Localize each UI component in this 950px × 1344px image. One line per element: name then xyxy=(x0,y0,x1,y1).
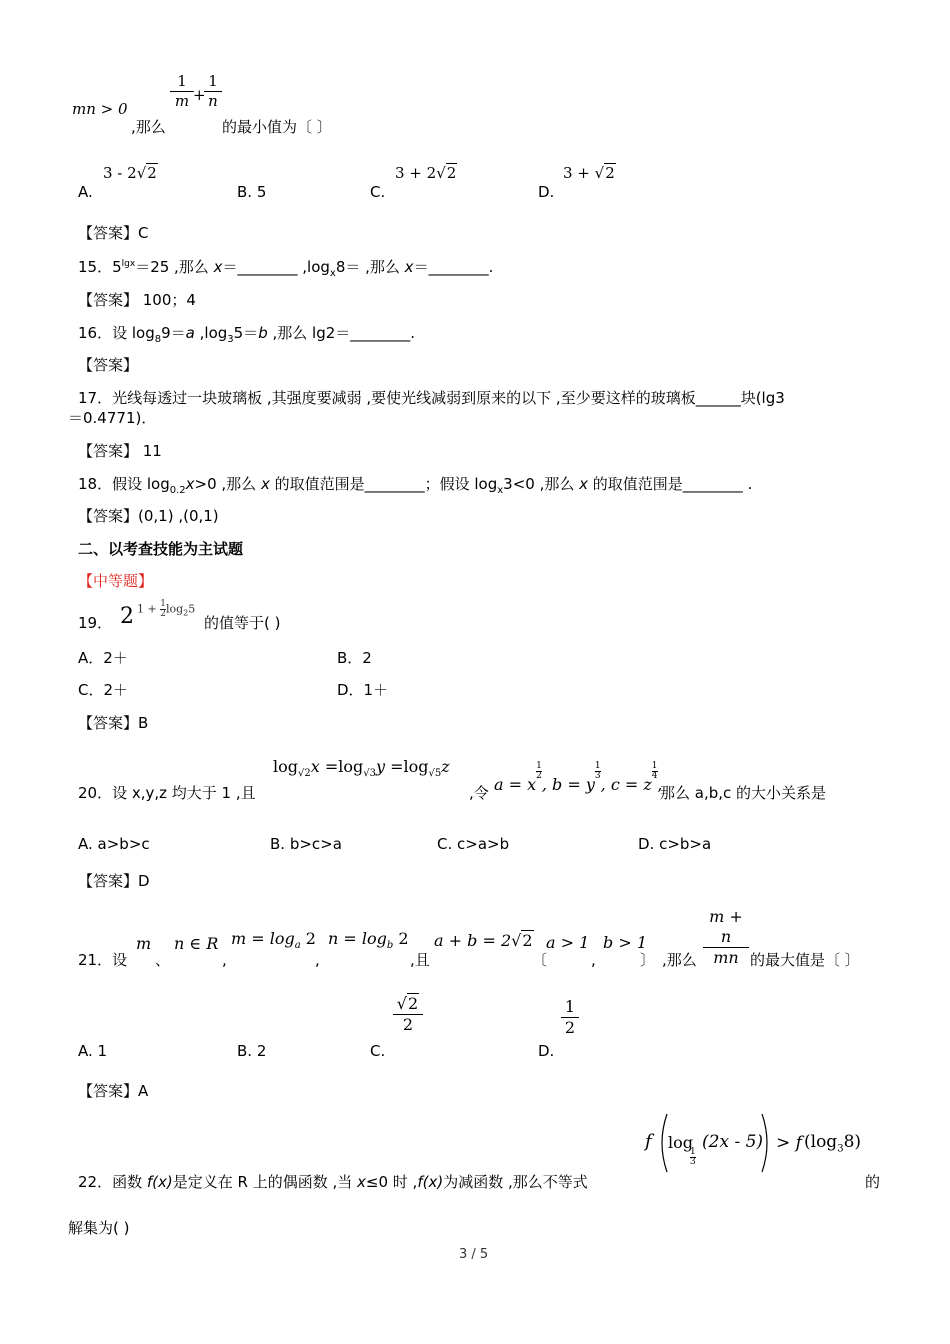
q19-option-d: D．1＋ xyxy=(337,681,389,699)
q21-comma-4: , xyxy=(591,951,596,969)
q17-answer: 【答案】 11 xyxy=(78,442,162,460)
q21-comma-2: , xyxy=(315,951,320,969)
q21-fraction: $\frac{m + n}{mn}$ xyxy=(703,907,749,968)
page-number: 3 / 5 xyxy=(459,1247,489,1262)
q22-line-2: 解集为( ) xyxy=(68,1219,130,1237)
q19-option-a: A．2＋ xyxy=(78,649,128,667)
q20-option-d: D. c>b>a xyxy=(638,835,712,853)
q15-text: 15．$5^{lgx}=25$ ,那么 x＝________ $,\log_x8=$ ,那么 x＝________. xyxy=(78,258,494,279)
q22-big-paren-right xyxy=(760,1112,774,1174)
q21-intro: 21．设 xyxy=(78,951,128,969)
q20-answer: 【答案】D xyxy=(78,872,150,890)
q21-paren-right: 〕 xyxy=(640,951,656,969)
q19-number: 19． xyxy=(78,614,113,632)
q21-n-in-r: n ∈ R xyxy=(174,934,219,953)
q21-paren-left: 〔 xyxy=(532,951,548,969)
q14-option-b: B. 5 xyxy=(237,183,267,201)
q21-m-def: $m = \log_a 2$ xyxy=(231,929,316,952)
q14-plus: + xyxy=(193,86,206,104)
q22-ineq-rhs: $(\log_38)$ xyxy=(804,1132,862,1155)
q14-answer: 【答案】C xyxy=(78,224,149,242)
q22-ineq-f: f xyxy=(645,1131,652,1152)
q14-frac-1-over-m: $\frac{1}{m}$ xyxy=(170,72,194,111)
q21-option-c-fraction: $\frac{√2}{2}$ xyxy=(393,994,423,1035)
q14-frac-1-over-n: $\frac{1}{n}$ xyxy=(204,72,222,111)
difficulty-label: 【中等题】 xyxy=(78,572,154,590)
q19-answer: 【答案】B xyxy=(78,714,149,732)
q14-option-d-label: D. xyxy=(538,183,555,201)
q21-separator: 、 xyxy=(155,951,171,969)
q14-question: 的最小值为〔 〕 xyxy=(222,118,332,136)
q14-option-d-expr: 3 + √2 xyxy=(563,164,615,182)
q14-option-a-expr: 3 - 2√2 xyxy=(103,164,157,182)
q21-comma-1: , xyxy=(222,951,227,969)
q14-then: ,那么 xyxy=(131,118,166,136)
section-heading: 二、以考查技能为主试题 xyxy=(78,540,244,558)
q20-intro: 20．设 x,y,z 均大于 1 ,且 xyxy=(78,784,256,802)
q21-and: ,且 xyxy=(410,951,430,969)
q21-b-gt-1: b > 1 xyxy=(603,933,647,952)
q21-option-d-fraction: $\frac{1}{2}$ xyxy=(561,997,579,1038)
q14-option-c-expr: 3 + 2√2 xyxy=(395,164,457,182)
q16-text: 16．设 $\log_89=a$ $,\log_35=b$ ,那么 lg2＝________. xyxy=(78,324,416,345)
q22-big-paren-left xyxy=(655,1112,669,1174)
q20-let: ,令 xyxy=(469,784,489,802)
q20-option-b: B. b>c>a xyxy=(270,835,342,853)
q22-ineq-gt-f: > f xyxy=(776,1133,802,1153)
q21-a-gt-1: a > 1 xyxy=(546,933,590,952)
q21-option-d-label: D. xyxy=(538,1042,555,1060)
q20-option-a: A. a>b>c xyxy=(78,835,150,853)
q21-then: ,那么 xyxy=(662,951,697,969)
q20-option-c: C. c>a>b xyxy=(437,835,510,853)
q19-option-c: C．2＋ xyxy=(78,681,129,699)
q20-definitions: a = x $\frac{1}{2}$ , b = y $\frac{1}{3}$ , c = z $\frac{1}{4}$ , xyxy=(494,761,663,794)
q22-text: 22．函数 f(x)是定义在 R 上的偶函数 ,当 x≤0 时 ,f(x)为减函数 ,那么不等式 xyxy=(78,1173,588,1191)
q14-option-c-label: C. xyxy=(370,183,386,201)
q21-sum: a + b = 2√2 xyxy=(434,931,533,950)
q19-exponent: 1 + $\frac{1}{2}$ $\log_25$ xyxy=(137,599,196,619)
q22-ineq-log-base: 1 3 xyxy=(690,1147,696,1167)
q22-ineq-arg: (2x - 5) xyxy=(702,1132,764,1152)
q14-condition: mn > 0 xyxy=(72,100,128,118)
q19-question: 的值等于( ) xyxy=(204,614,281,632)
q21-question: 的最大值是〔 〕 xyxy=(750,951,860,969)
q16-answer: 【答案】 xyxy=(78,356,139,374)
q14-option-a-label: A. xyxy=(78,183,93,201)
q21-m: m xyxy=(136,934,152,953)
q21-n-def: $n = \log_b 2$ xyxy=(328,929,409,952)
q15-answer: 【答案】 100；4 xyxy=(78,291,196,309)
q17-line-2: ＝0.4771)． xyxy=(68,409,157,427)
q22-de: 的 xyxy=(865,1173,881,1191)
q22-ineq-log: log xyxy=(668,1133,693,1152)
q21-option-b: B. 2 xyxy=(237,1042,267,1060)
q21-option-c-label: C. xyxy=(370,1042,386,1060)
q18-answer: 【答案】(0,1) ,(0,1) xyxy=(78,507,219,525)
q20-question: 那么 a,b,c 的大小关系是 xyxy=(660,784,827,802)
q17-line-1: 17．光线每透过一块玻璃板 ,其强度要减弱 ,要使光线减弱到原来的以下 ,至少要这样的玻璃板______块(lg3 xyxy=(78,389,785,407)
q21-option-a: A. 1 xyxy=(78,1042,108,1060)
q18-text: 18．假设 $\log_{0.2}x>0$ ,那么 x 的取值范围是________；假设 $\log_x3<0$ ,那么 x 的取值范围是________ . xyxy=(78,475,753,496)
q21-answer: 【答案】A xyxy=(78,1082,149,1100)
q19-option-b: B．2 xyxy=(337,649,372,667)
q19-base: 2 xyxy=(120,604,134,629)
q20-log-equation: $\log_{√2}x =\log_{√3}y =\log_{√5}z$ xyxy=(273,757,450,780)
